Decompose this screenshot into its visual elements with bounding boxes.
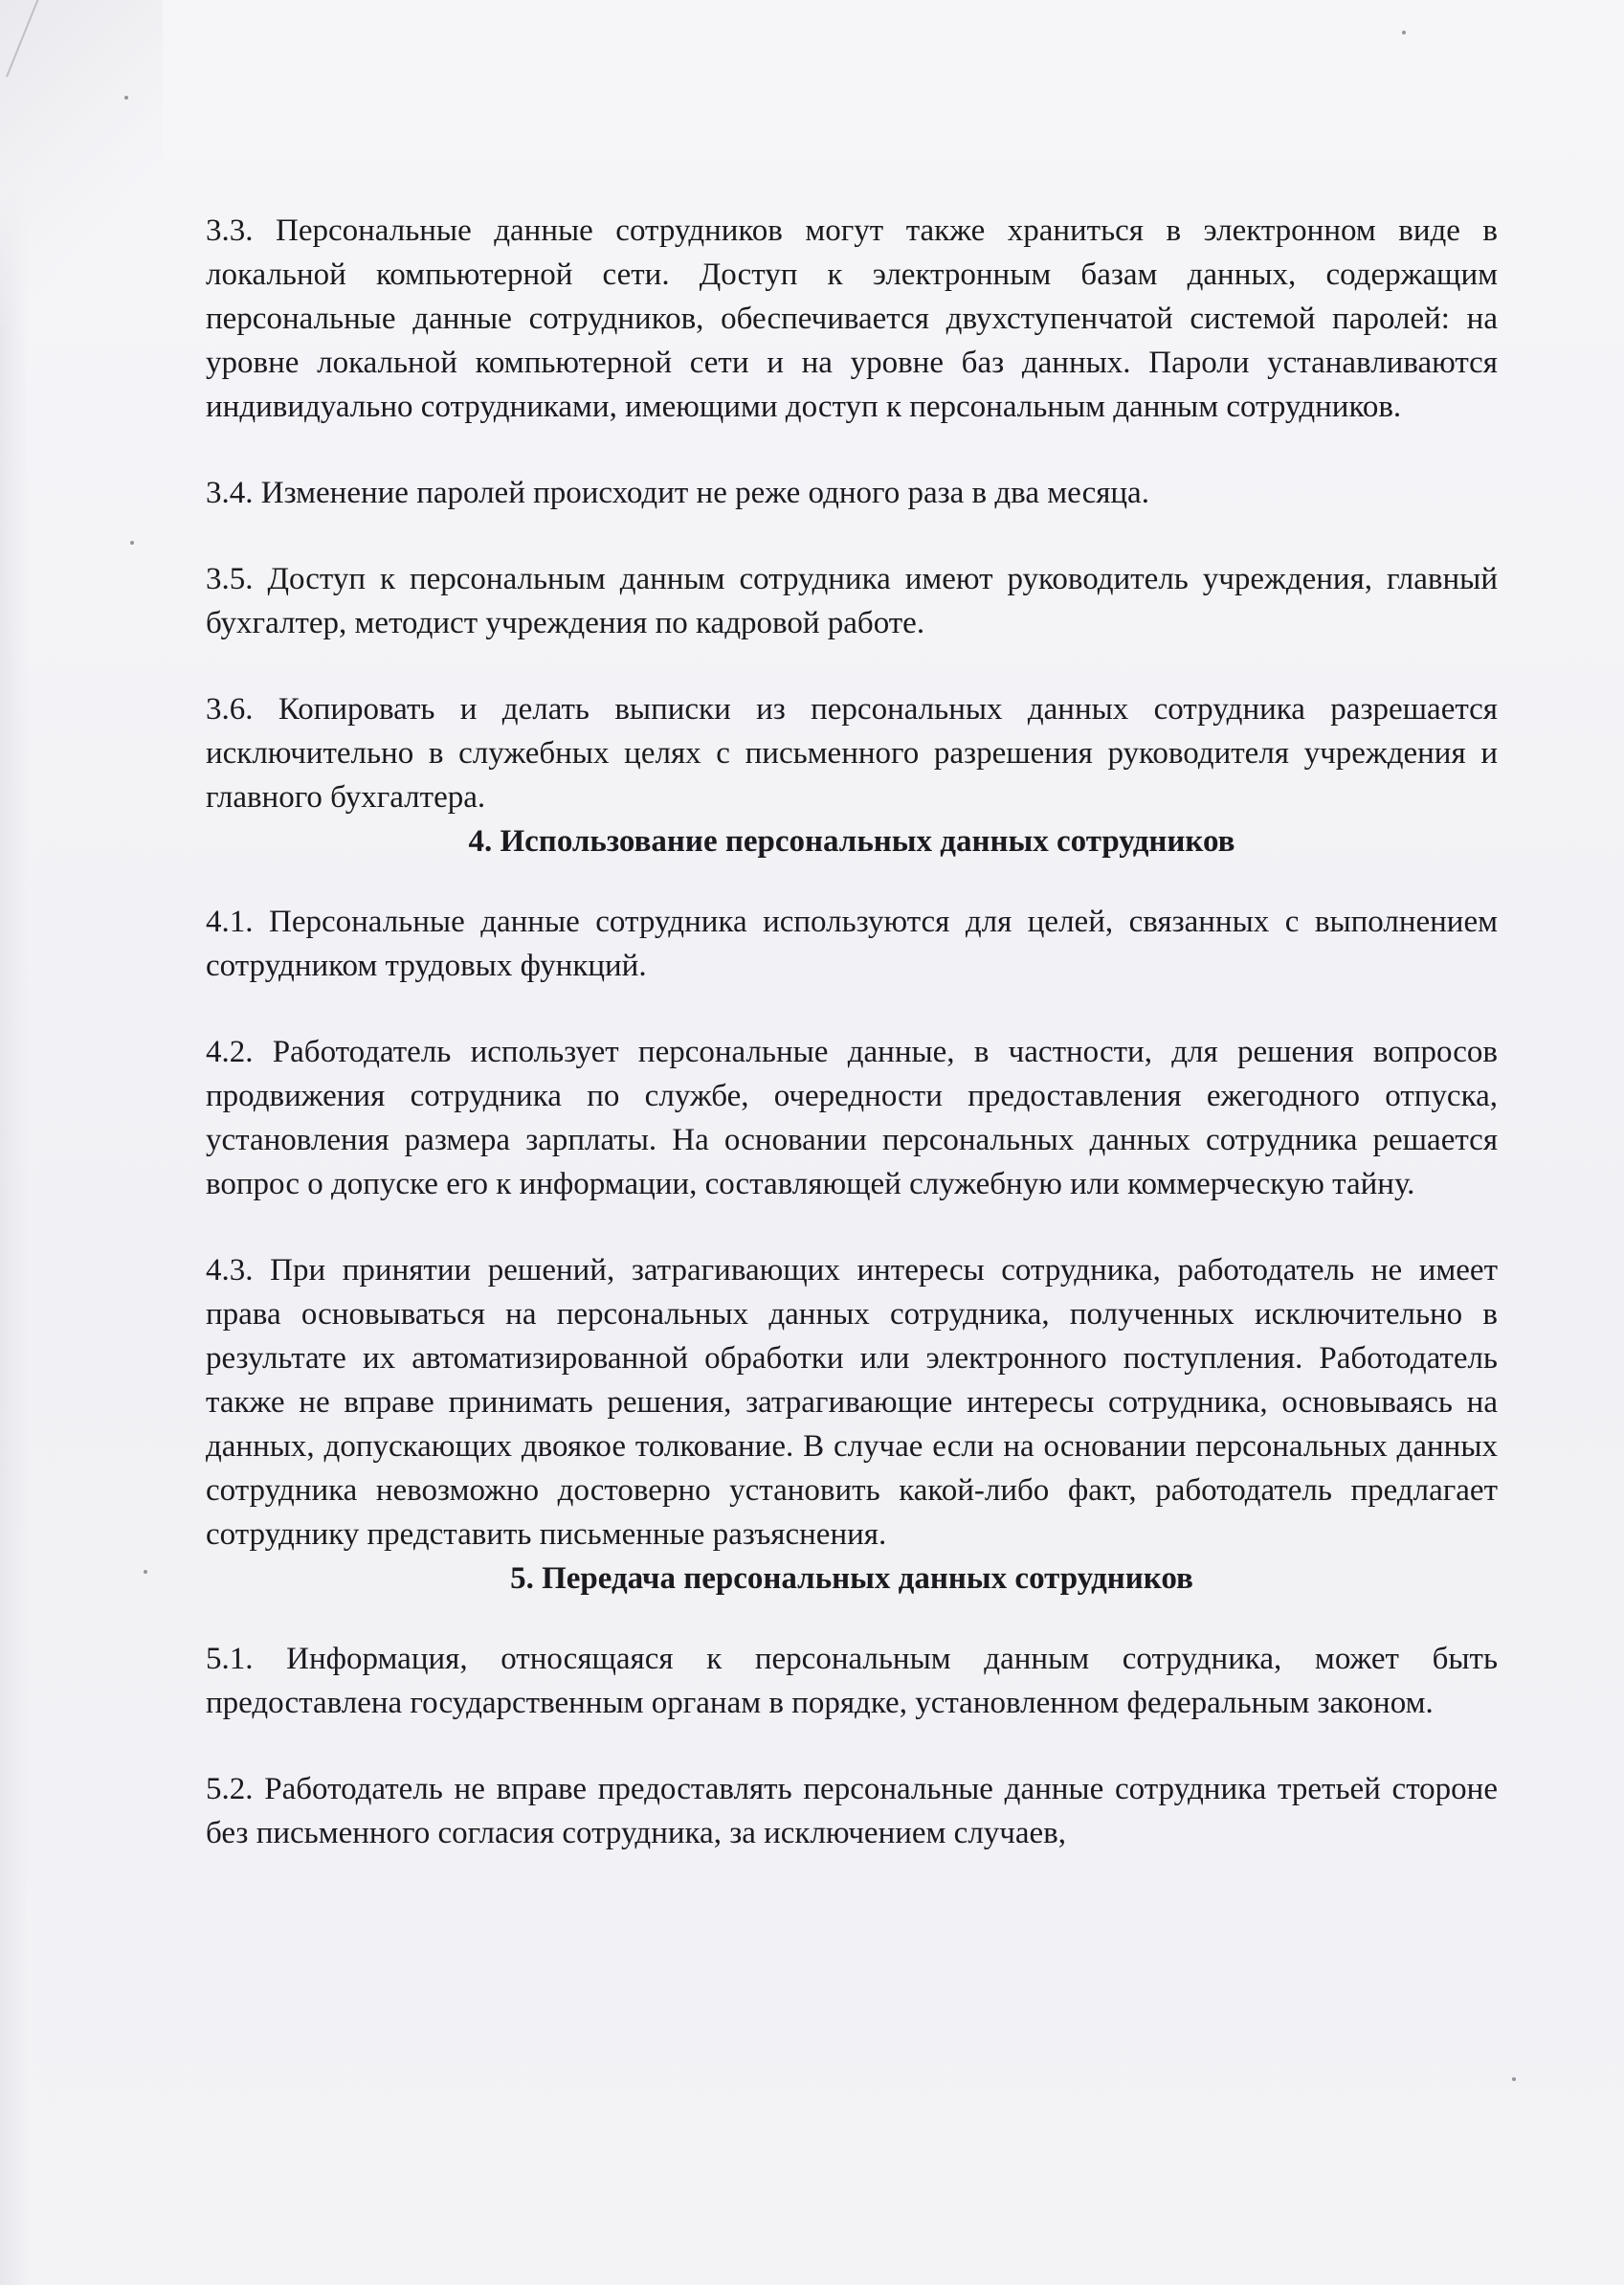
scan-speck bbox=[1402, 31, 1406, 34]
paragraph-3-4: 3.4. Изменение паролей происходит не реже одного раза в два месяца. bbox=[206, 476, 1149, 510]
scan-speck bbox=[1512, 2077, 1516, 2081]
scan-edge-shadow bbox=[0, 0, 29, 2285]
paragraph-3-3: 3.3. Персональные данные сотрудников могут также храниться в электронном виде в локальной компьютерной сети. Доступ к электронным базам данных, содержащим персональные данные сотрудников, обеспечивается двухступенчатой системой паролей: на уровне локальной компьютерной сети и на уровне баз данных. Пароли устанавливаются индивидуально сотрудниками, имеющими доступ к персональным данным сотрудников. bbox=[206, 213, 1498, 424]
scan-speck bbox=[124, 96, 128, 100]
paragraph-4-1: 4.1. Персональные данные сотрудника используются для целей, связанных с выполнением сотрудником трудовых функций. bbox=[206, 905, 1498, 983]
section-heading-4: 4. Использование персональных данных сотрудников bbox=[468, 824, 1235, 859]
paragraph-4-3: 4.3. При принятии решений, затрагивающих интересы сотрудника, работодатель не имеет права основываться на персональных данных сотрудника, полученных исключительно в результате их автоматизированной обработки или электронного поступления. Работодатель также не вправе принимать решения, затрагивающие интересы сотрудника, основываясь на данных, допускающих двоякое толкование. В случае если на основании персональных данных сотрудника невозможно достоверно установить какой-либо факт, работодатель предлагает сотруднику представить письменные разъяснения. bbox=[206, 1253, 1498, 1552]
section-heading-5: 5. Передача персональных данных сотрудников bbox=[510, 1561, 1193, 1596]
scan-speck bbox=[144, 1570, 147, 1574]
paragraph-5-1: 5.1. Информация, относящаяся к персональным данным сотрудника, может быть предоставлена государственным органам в порядке, установленном федеральным законом. bbox=[206, 1642, 1498, 1720]
paragraph-3-5: 3.5. Доступ к персональным данным сотрудника имеют руководитель учреждения, главный бухгалтер, методист учреждения по кадровой работе. bbox=[206, 562, 1498, 640]
document-body bbox=[206, 209, 1498, 1855]
paragraph-4-2: 4.2. Работодатель использует персональные данные, в частности, для решения вопросов продвижения сотрудника по службе, очередности предоставления ежегодного отпуска, установления размера зарплаты. На основании персональных данных сотрудника решается вопрос о допуске его к информации, составляющей служебную или коммерческую тайну. bbox=[206, 1035, 1498, 1201]
scan-speck bbox=[130, 541, 134, 545]
folded-corner-shade bbox=[0, 0, 163, 325]
paragraph-3-6: 3.6. Копировать и делать выписки из персональных данных сотрудника разрешается исключительно в служебных целях с письменного разрешения руководителя учреждения и главного бухгалтера. bbox=[206, 692, 1498, 815]
paragraph-5-2: 5.2. Работодатель не вправе предоставлять персональные данные сотрудника третьей стороне без письменного согласия сотрудника, за исключением случаев, bbox=[206, 1772, 1498, 1850]
